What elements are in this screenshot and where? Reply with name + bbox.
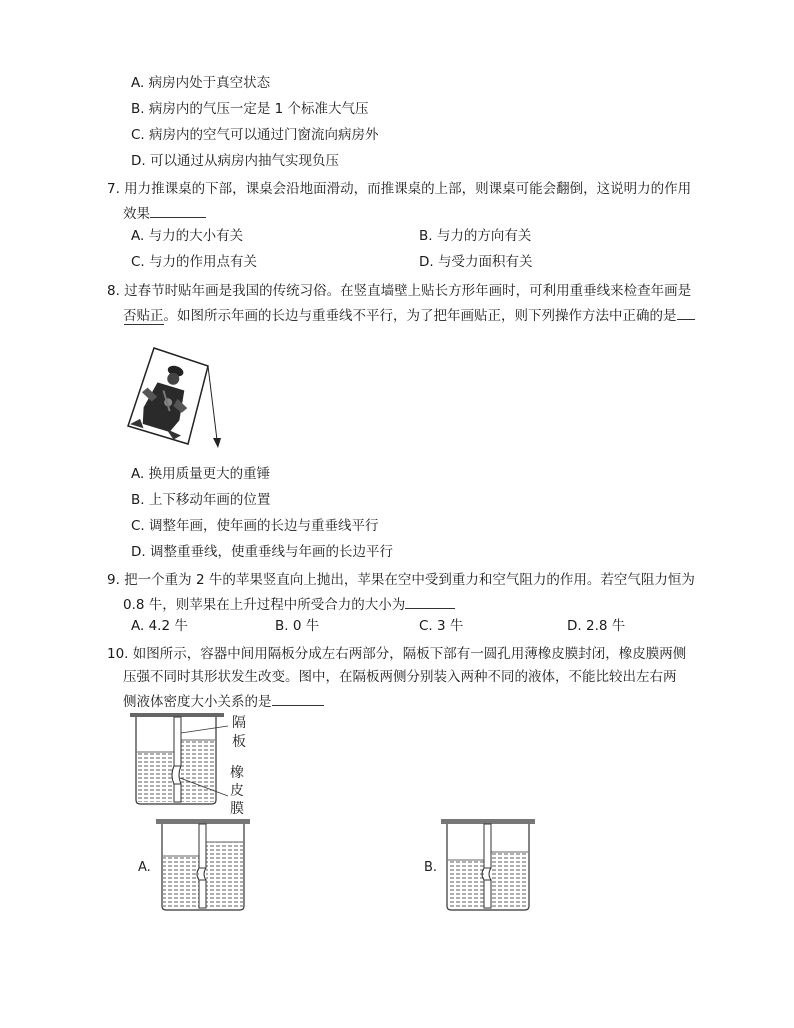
membrane-label-1: 橡 xyxy=(230,765,244,781)
option-b-label: B. xyxy=(424,860,438,875)
q8-stem-line1: 8. 过春节时贴年画是我国的传统习俗。在竖直墙壁上贴长方形年画时，可利用重垂线来检查年画是 xyxy=(107,283,692,299)
reference-container xyxy=(130,713,228,804)
option-a-container xyxy=(156,819,250,910)
q8-option-a: A. 换用质量更大的重锤 xyxy=(131,466,271,482)
q7-stem-text: 效果 xyxy=(123,206,150,222)
option-a-label: A. xyxy=(138,860,151,875)
partition-label-2: 板 xyxy=(232,734,246,750)
q7-option-c: C. 与力的作用点有关 xyxy=(131,254,258,270)
q7-stem-line1: 7. 用力推课桌的下部，课桌会沿地面滑动，而推课桌的上部，则课桌可能会翻倒，这说明力的作用 xyxy=(107,181,692,197)
q8-option-d: D. 调整重垂线，使重垂线与年画的长边平行 xyxy=(131,544,393,560)
q9-option-d: D. 2.8 牛 xyxy=(567,618,626,634)
q8-stem-text: 否贴正。如图所示年画的长边与重垂线不平行，为了把年画贴正，则下列操作方法中正确的是 xyxy=(123,308,677,324)
q8-option-c: C. 调整年画，使年画的长边与重垂线平行 xyxy=(131,518,379,534)
q9-option-b: B. 0 牛 xyxy=(275,618,320,634)
q10-stem-line2: 压强不同时其形状发生改变。图中，在隔板两侧分别装入两种不同的液体，不能比较出左右两 xyxy=(123,669,677,685)
q9-stem-text: 0.8 牛，则苹果在上升过程中所受合力的大小为 xyxy=(123,597,406,613)
q10-stem-text: 侧液体密度大小关系的是 xyxy=(123,694,272,710)
q6-option-b: B. 病房内的气压一定是 1 个标准大气压 xyxy=(131,101,369,117)
option-b-container xyxy=(441,819,535,910)
q7-option-b: B. 与力的方向有关 xyxy=(419,228,532,244)
q8-option-b: B. 上下移动年画的位置 xyxy=(131,492,271,508)
q7-option-a: A. 与力的大小有关 xyxy=(131,228,244,244)
q10-stem-line1: 10. 如图所示，容器中间用隔板分成左右两部分，隔板下部有一圆孔用薄橡皮膜封闭，橡皮膜两侧 xyxy=(107,646,687,662)
q9-option-c: C. 3 牛 xyxy=(419,618,464,634)
partition-label-1: 隔 xyxy=(232,715,246,731)
q6-option-c: C. 病房内的空气可以通过门窗流向病房外 xyxy=(131,127,379,143)
q9-option-a: A. 4.2 牛 xyxy=(131,618,188,634)
q6-option-a: A. 病房内处于真空状态 xyxy=(131,75,271,91)
membrane-label-3: 膜 xyxy=(230,801,244,817)
q6-option-d: D. 可以通过从病房内抽气实现负压 xyxy=(131,153,339,169)
membrane-label-2: 皮 xyxy=(230,783,244,799)
q9-stem-line1: 9. 把一个重为 2 牛的苹果竖直向上抛出，苹果在空中受到重力和空气阻力的作用。若空气阻力恒为 xyxy=(107,572,695,588)
q7-option-d: D. 与受力面积有关 xyxy=(419,254,533,270)
